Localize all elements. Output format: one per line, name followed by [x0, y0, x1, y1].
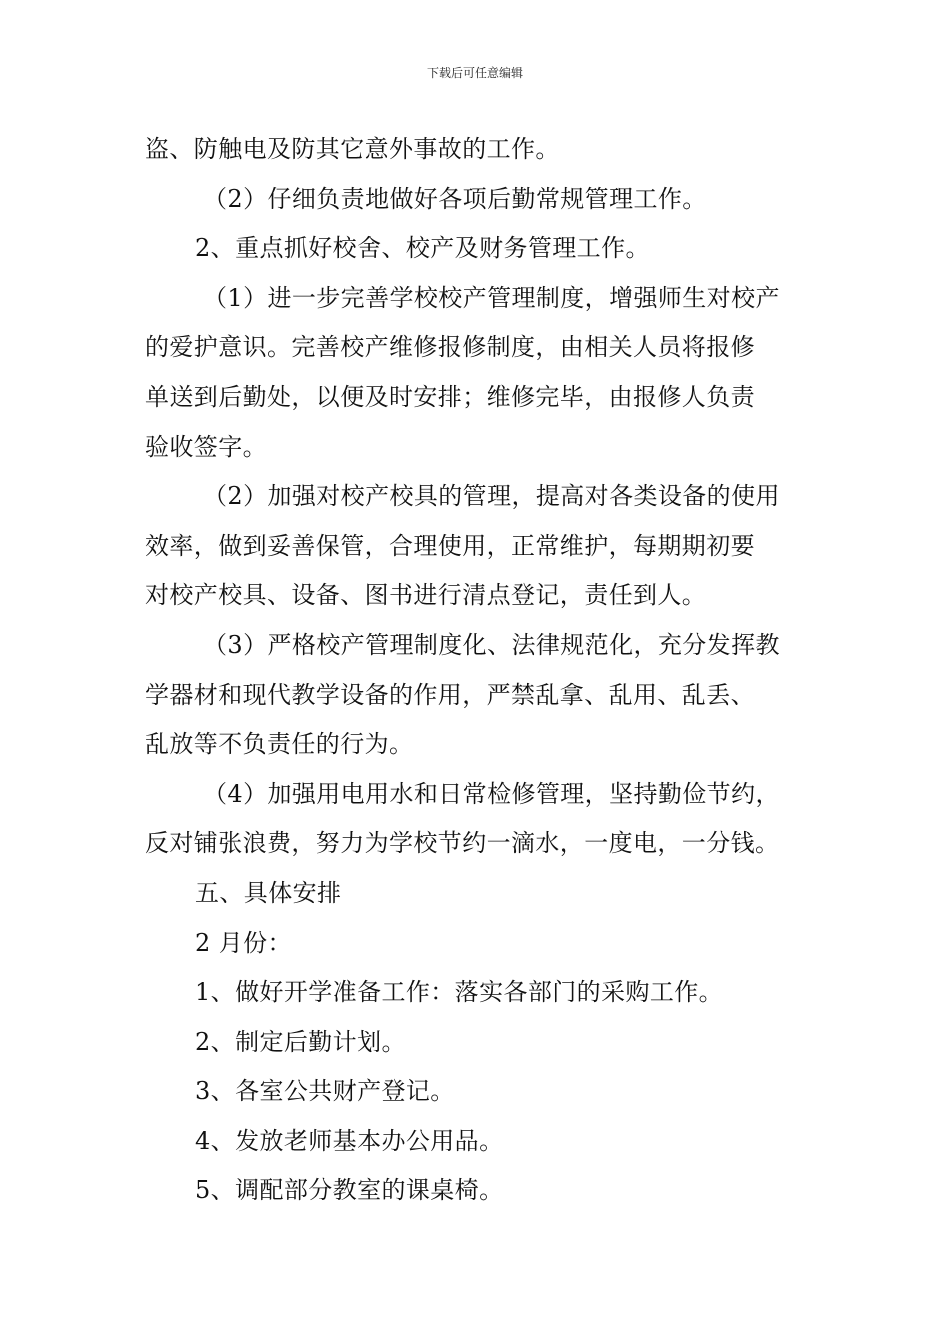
paragraph-line: 盗、防触电及防其它意外事故的工作。 — [145, 135, 560, 163]
paragraph-line: 反对铺张浪费，努力为学校节约一滴水，一度电，一分钱。 — [145, 829, 780, 858]
paragraph-line: （3）严格校产管理制度化、法律规范化，充分发挥教 — [203, 630, 780, 659]
page-header: 下载后可任意编辑 — [426, 66, 523, 80]
list-item: 4、发放老师基本办公用品。 — [195, 1126, 504, 1155]
list-item: 1、做好开学准备工作：落实各部门的采购工作。 — [195, 978, 724, 1007]
paragraph-line: （2）仔细负责地做好各项后勤常规管理工作。 — [203, 184, 707, 213]
document-body — [145, 125, 810, 1216]
list-item: 2、制定后勤计划。 — [195, 1027, 406, 1056]
section-item: 2、重点抓好校舍、校产及财务管理工作。 — [195, 234, 650, 263]
paragraph-line: 乱放等不负责任的行为。 — [145, 730, 414, 759]
paragraph-line: 学器材和现代教学设备的作用，严禁乱拿、乱用、乱丢、 — [145, 680, 755, 709]
paragraph-line: 对校产校具、设备、图书进行清点登记，责任到人。 — [145, 581, 707, 610]
paragraph-line: （1）进一步完善学校校产管理制度，增强师生对校产 — [203, 283, 780, 312]
list-item: 3、各室公共财产登记。 — [195, 1077, 455, 1106]
paragraph-line: （2）加强对校产校具的管理，提高对各类设备的使用 — [203, 482, 780, 511]
section-heading: 五、具体安排 — [195, 878, 342, 907]
paragraph-line: 验收签字。 — [145, 432, 267, 461]
paragraph-line: 效率，做到妥善保管，合理使用，正常维护，每期期初要 — [145, 531, 755, 560]
month-heading: 2 月份： — [195, 928, 292, 957]
paragraph-line: 的爱护意识。完善校产维修报修制度，由相关人员将报修 — [145, 333, 755, 362]
paragraph-line: 单送到后勤处，以便及时安排；维修完毕，由报修人负责 — [145, 382, 755, 411]
list-item: 5、调配部分教室的课桌椅。 — [195, 1176, 504, 1205]
paragraph-line: （4）加强用电用水和日常检修管理，坚持勤俭节约， — [203, 779, 780, 808]
